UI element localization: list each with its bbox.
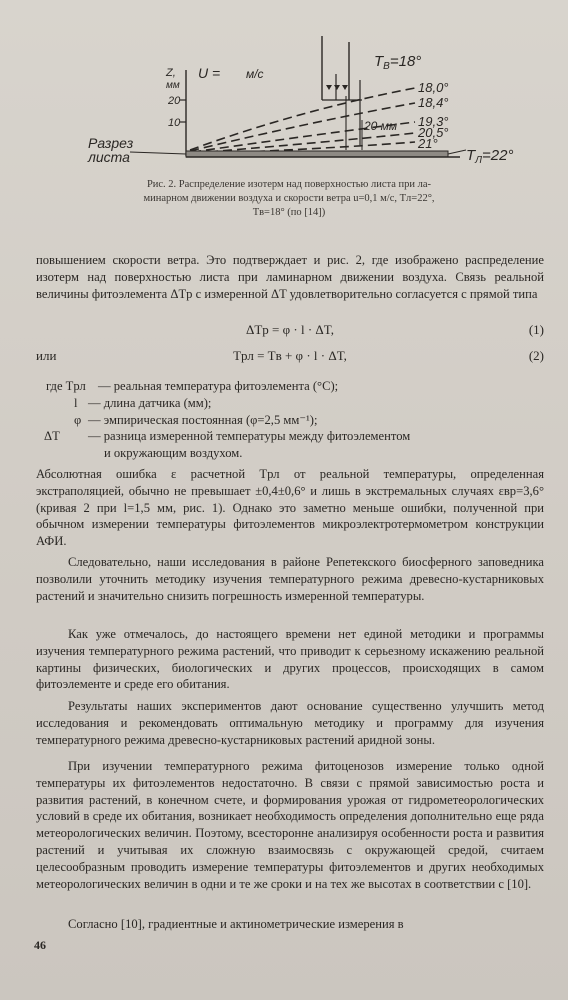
formula-2 (36, 348, 544, 366)
formula-2-number: (2) (528, 348, 544, 363)
isotherm-label-20-5: 20,5° (418, 125, 449, 140)
paragraph-1: повышением скорости ветра. Это подтверждает и рис. 2, где изображено распределение изотерм над поверхностью листа при ламинарном движении воздуха. Связь реальной величины фитоэлемента ΔTр с измеренной ΔT удовлетворительно согласуется с прямой типа (36, 253, 544, 301)
isotherm-label-21: 21° (418, 136, 438, 151)
tb-label: $T_B=18^\circ$ (374, 53, 422, 72)
isotherm-label-18-0: 18,0° (418, 80, 449, 95)
axis-label-z: Z, (166, 67, 176, 79)
definition-row: ΔT — разница измеренной температуры между фитоэлементом (44, 429, 411, 444)
paragraph-5: Результаты наших экспериментов дают основание существенно улучшить метод исследования и рекомендовать оптимальную методику и программу для изучения температурного режима древесно-кустарниковых растений аридной зоны. (36, 699, 544, 747)
definition-row: φ — эмпирическая постоянная (φ=2,5 мм⁻¹); (74, 412, 318, 427)
section-label-2: листа (88, 149, 130, 165)
paragraph-4: Как уже отмечалось, до настоящего времени нет единой методики и программы изучения температурного режима растений, что приводит к серьезному искажению реальной картины физических, биологических и других процессов, происходящих в самом фитоэлементе и среде его обитания. (36, 627, 544, 692)
figure-caption (74, 178, 504, 220)
isotherm-label-18-4: 18,4° (418, 95, 449, 110)
formula-1 (36, 322, 544, 340)
u-unit: м/с (246, 67, 264, 81)
tick-20: 20 (168, 95, 181, 107)
axis-label-mm: мм (166, 80, 180, 91)
formula-2-lead: или (36, 348, 57, 363)
leaf-section (186, 151, 448, 157)
airflow-arrows (326, 85, 348, 90)
paragraph-7: Согласно [10], градиентные и актинометрические измерения в (68, 917, 404, 931)
page-number: 46 (34, 938, 46, 952)
isotherm-label-19-3: 19,3° (418, 114, 449, 129)
isotherm-diagram (0, 0, 568, 175)
section-label-1: Разрез (88, 135, 134, 151)
paragraph-2: Абсолютная ошибка ε расчетной Tрл от реальной температуры, определенная экстраполяцией, обычно не превышает ±0,4±0,6° и лишь в экстремальных случаях εвр=3,6° (кривая 2 при l=1,5 мм, рис. 1). Однако это заметно меньше ошибки, полученной при обычном измерении температуры фитоэлементов микроэлектротермометром конструкции АФИ. (36, 467, 544, 549)
caption-line-1: Рис. 2. Распределение изотерм над поверхностью листа при ла- (146, 179, 432, 190)
formula-1-number: (1) (528, 322, 544, 337)
formula-1-expression: ΔTр = φ · l · ΔT, (246, 322, 334, 337)
definitions-list (36, 378, 544, 462)
mm20-label: 20 мм (364, 119, 398, 133)
tl-label: $T_Л=22^\circ$ (466, 147, 514, 166)
paragraph-3: Следовательно, наши исследования в районе Репетекского биосферного заповедника позволили уточнить методику изучения температурного режима древесно-кустарниковых растений и значительно снизить погрешность измеренной температуры. (36, 555, 544, 603)
definition-row: и окружающим воздухом. (104, 446, 243, 461)
paragraph-6: При изучении температурного режима фитоценозов измерение только одной температуры их фитоэлементов недостаточно. В связи с прямой зависимостью роста и развития растений, в конечном счете, и формирования урожая от гидрометеорологических условий в среде их обитания, возникает необходимость определения дополнительно еще ряда метеорологических величин. Поэтому, всесторонне анализируя особенности роста и развития растений и учитывая их сложную взаимосвязь с окружающей средой, считаем целесообразным проводить измерение температуры фитоэлементов и других необходимых метеорологических величин в одни и те же сроки и на тех же высотах в соответствии с [10]. (36, 759, 544, 891)
definition-row: l — длина датчика (мм); (74, 395, 212, 410)
isotherm-figure (0, 0, 568, 175)
tick-10: 10 (168, 117, 181, 129)
caption-line-2: минарном движении воздуха и скорости ветра u=0,1 м/с, Tл=22°, (143, 193, 435, 204)
u-label: U = (198, 65, 221, 81)
formula-2-expression: Tрл = Tв + φ · l · ΔT, (233, 348, 347, 363)
caption-line-3: Tв=18° (по [14]) (252, 207, 326, 218)
definition-row: где Tрл — реальная температура фитоэлемента (°С); (46, 379, 339, 393)
